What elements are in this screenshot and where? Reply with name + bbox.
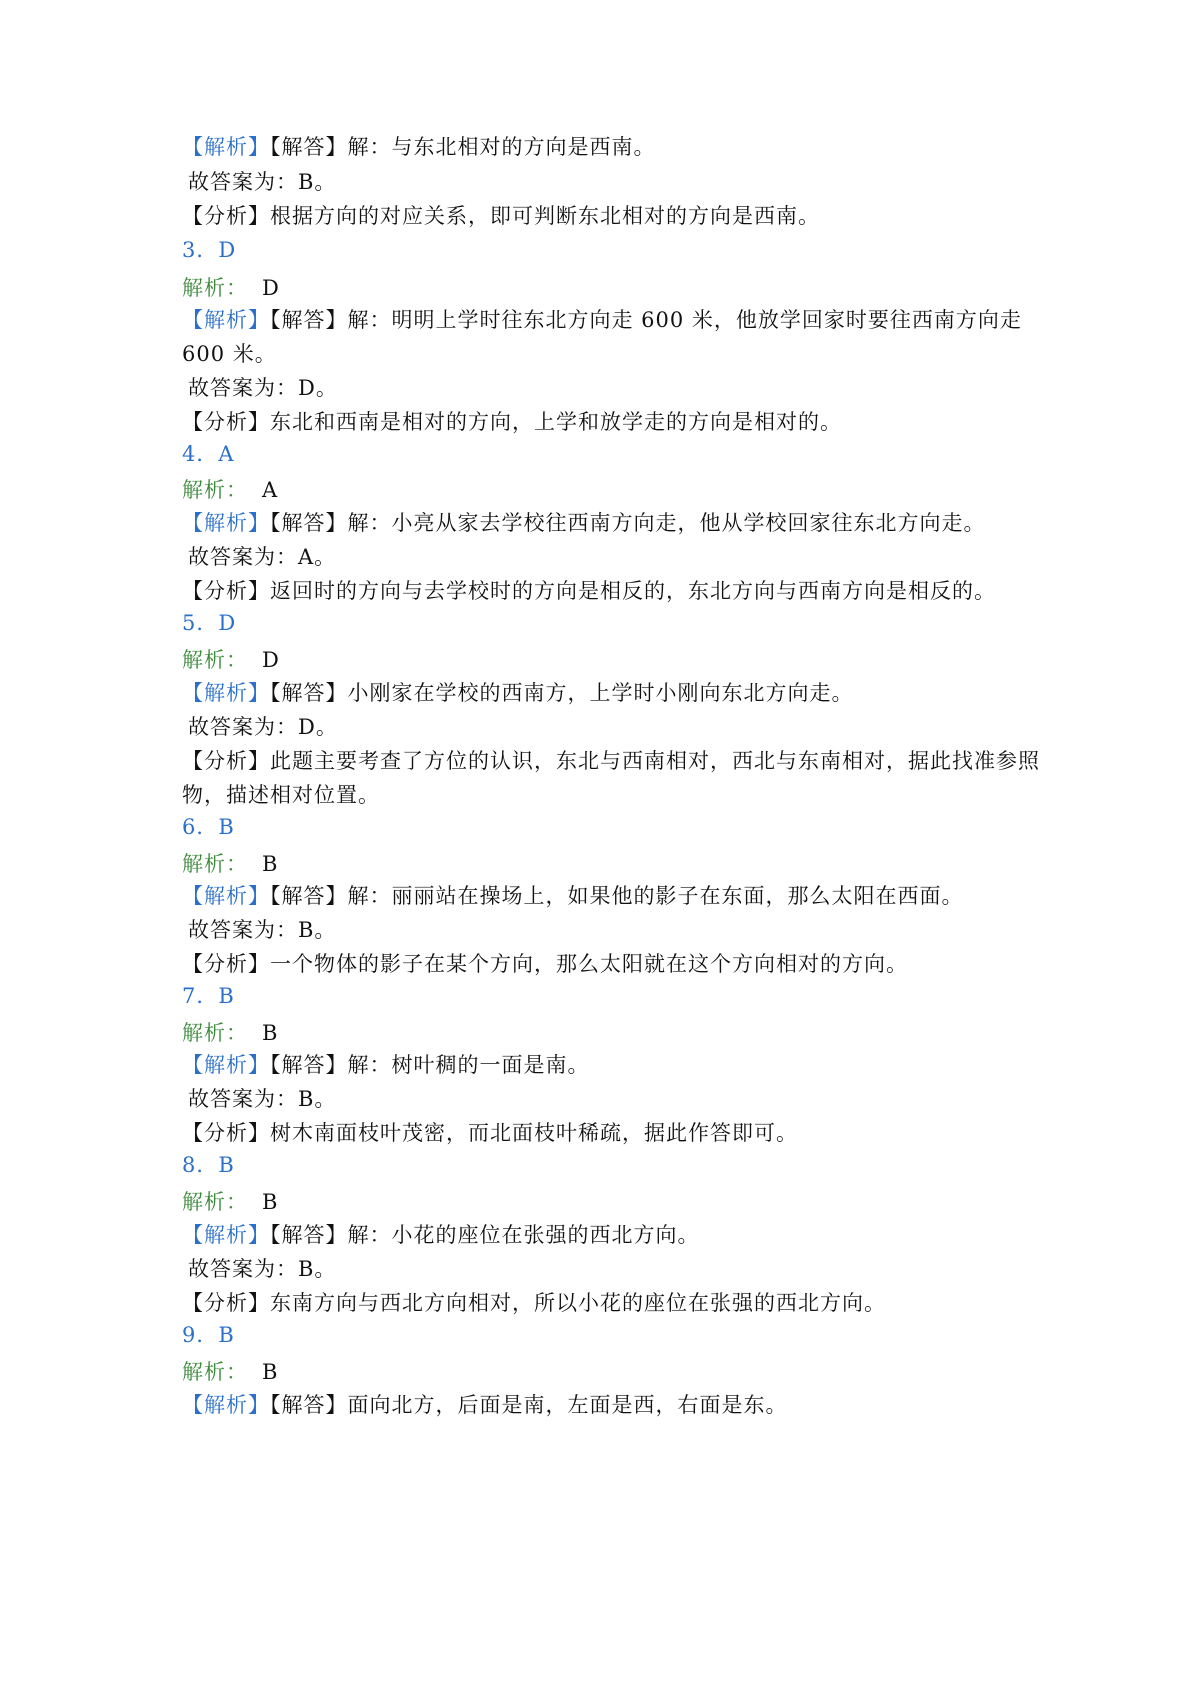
q8-jieda-text: 解：小花的座位在张强的西北方向。 <box>347 1223 700 1247</box>
fenxi-tag: 【分析】 <box>182 204 270 228</box>
q2-jieda-text: 解：与东北相对的方向是西南。 <box>347 135 656 159</box>
jiexi-tag: 【解析】 <box>182 308 270 332</box>
q3-number: 3．D <box>182 238 237 262</box>
q7-jieda-line <box>182 1051 590 1079</box>
jiexi-tag: 【解析】 <box>182 1223 270 1247</box>
q5-answer: 故答案为：D。 <box>188 715 338 739</box>
q4-answer: 故答案为：A。 <box>188 545 337 569</box>
q9-number: 9．B <box>182 1323 235 1347</box>
q3-answer: 故答案为：D。 <box>188 376 338 400</box>
jiexi-tag: 【解析】 <box>182 1393 270 1417</box>
q7-jiexi-plain <box>182 1019 278 1047</box>
jiexi-tag: 【解析】 <box>182 681 270 705</box>
jiexi-plain-label: 解析： <box>182 1190 248 1214</box>
fenxi-tag: 【分析】 <box>182 1291 270 1315</box>
q8-jieda-line <box>182 1221 700 1249</box>
jiexi-plain-label: 解析： <box>182 1360 248 1384</box>
q5-fenxi-line <box>182 747 1040 775</box>
q6-fenxi-line <box>182 950 908 978</box>
q4-jiexi-value: A <box>262 478 279 502</box>
q3-jiexi-value: D <box>262 276 280 300</box>
jieda-tag: 【解答】 <box>270 308 348 332</box>
jieda-tag: 【解答】 <box>270 1223 348 1247</box>
q5-jieda-line <box>182 679 854 707</box>
q3-jieda-line <box>182 306 1022 334</box>
jieda-tag: 【解答】 <box>270 681 348 705</box>
q9-jieda-text: 面向北方，后面是南，左面是西，右面是东。 <box>347 1393 788 1417</box>
q7-answer: 故答案为：B。 <box>188 1087 337 1111</box>
q5-jiexi-plain <box>182 646 280 674</box>
q5-jiexi-value: D <box>262 648 280 672</box>
q8-jiexi-value: B <box>262 1190 279 1214</box>
q7-fenxi-text: 树木南面枝叶茂密，而北面枝叶稀疏，据此作答即可。 <box>270 1121 798 1145</box>
q4-jieda-text: 解：小亮从家去学校往西南方向走，他从学校回家往东北方向走。 <box>347 511 986 535</box>
q8-number: 8．B <box>182 1153 235 1177</box>
q5-fenxi-line2: 物，描述相对位置。 <box>182 783 380 807</box>
q8-fenxi-text: 东南方向与西北方向相对，所以小花的座位在张强的西北方向。 <box>270 1291 886 1315</box>
q9-jiexi-plain <box>182 1358 278 1386</box>
jieda-tag: 【解答】 <box>270 1393 348 1417</box>
q7-fenxi-line <box>182 1119 798 1147</box>
q8-fenxi-line <box>182 1289 886 1317</box>
jiexi-tag: 【解析】 <box>182 884 270 908</box>
fenxi-tag: 【分析】 <box>182 952 270 976</box>
q6-jiexi-plain <box>182 850 278 878</box>
q3-jiexi-plain <box>182 274 280 302</box>
q4-fenxi-text: 返回时的方向与去学校时的方向是相反的，东北方向与西南方向是相反的。 <box>270 579 996 603</box>
q4-fenxi-line <box>182 577 996 605</box>
jiexi-tag: 【解析】 <box>182 135 270 159</box>
q3-fenxi-text: 东北和西南是相对的方向，上学和放学走的方向是相对的。 <box>270 410 842 434</box>
q3-fenxi-line <box>182 408 842 436</box>
jiexi-plain-label: 解析： <box>182 1021 248 1045</box>
jieda-tag: 【解答】 <box>270 135 348 159</box>
q5-fenxi-text: 此题主要考查了方位的认识，东北与西南相对，西北与东南相对，据此找准参照 <box>270 749 1040 773</box>
q5-number: 5．D <box>182 611 237 635</box>
jieda-tag: 【解答】 <box>270 511 348 535</box>
q9-jiexi-value: B <box>262 1360 279 1384</box>
q9-jieda-line <box>182 1391 788 1419</box>
q6-jiexi-value: B <box>262 852 279 876</box>
q6-jieda-line <box>182 882 964 910</box>
q8-answer: 故答案为：B。 <box>188 1257 337 1281</box>
q2-jieda-line <box>182 133 656 161</box>
jiexi-plain-label: 解析： <box>182 478 248 502</box>
q6-answer: 故答案为：B。 <box>188 918 337 942</box>
jiexi-plain-label: 解析： <box>182 648 248 672</box>
jiexi-plain-label: 解析： <box>182 276 248 300</box>
q7-number: 7．B <box>182 984 235 1008</box>
q5-jieda-text: 小刚家在学校的西南方，上学时小刚向东北方向走。 <box>347 681 854 705</box>
jieda-tag: 【解答】 <box>270 1053 348 1077</box>
fenxi-tag: 【分析】 <box>182 749 270 773</box>
fenxi-tag: 【分析】 <box>182 579 270 603</box>
jieda-tag: 【解答】 <box>270 884 348 908</box>
q7-jieda-text: 解：树叶稠的一面是南。 <box>347 1053 590 1077</box>
q4-jieda-line <box>182 509 986 537</box>
q7-jiexi-value: B <box>262 1021 279 1045</box>
q6-jieda-text: 解：丽丽站在操场上，如果他的影子在东面，那么太阳在西面。 <box>347 884 964 908</box>
q2-fenxi-text: 根据方向的对应关系，即可判断东北相对的方向是西南。 <box>270 204 820 228</box>
q8-jiexi-plain <box>182 1188 278 1216</box>
q4-number: 4．A <box>182 442 235 466</box>
q6-fenxi-text: 一个物体的影子在某个方向，那么太阳就在这个方向相对的方向。 <box>270 952 908 976</box>
jiexi-tag: 【解析】 <box>182 511 270 535</box>
q4-jiexi-plain <box>182 476 278 504</box>
q2-fenxi-line <box>182 202 820 230</box>
jiexi-tag: 【解析】 <box>182 1053 270 1077</box>
jiexi-plain-label: 解析： <box>182 852 248 876</box>
fenxi-tag: 【分析】 <box>182 410 270 434</box>
q6-number: 6．B <box>182 815 235 839</box>
q3-jieda-line2: 600 米。 <box>182 342 277 366</box>
q2-answer: 故答案为：B。 <box>188 170 337 194</box>
fenxi-tag: 【分析】 <box>182 1121 270 1145</box>
q3-jieda-text: 解：明明上学时往东北方向走 600 米，他放学回家时要往西南方向走 <box>347 308 1022 332</box>
